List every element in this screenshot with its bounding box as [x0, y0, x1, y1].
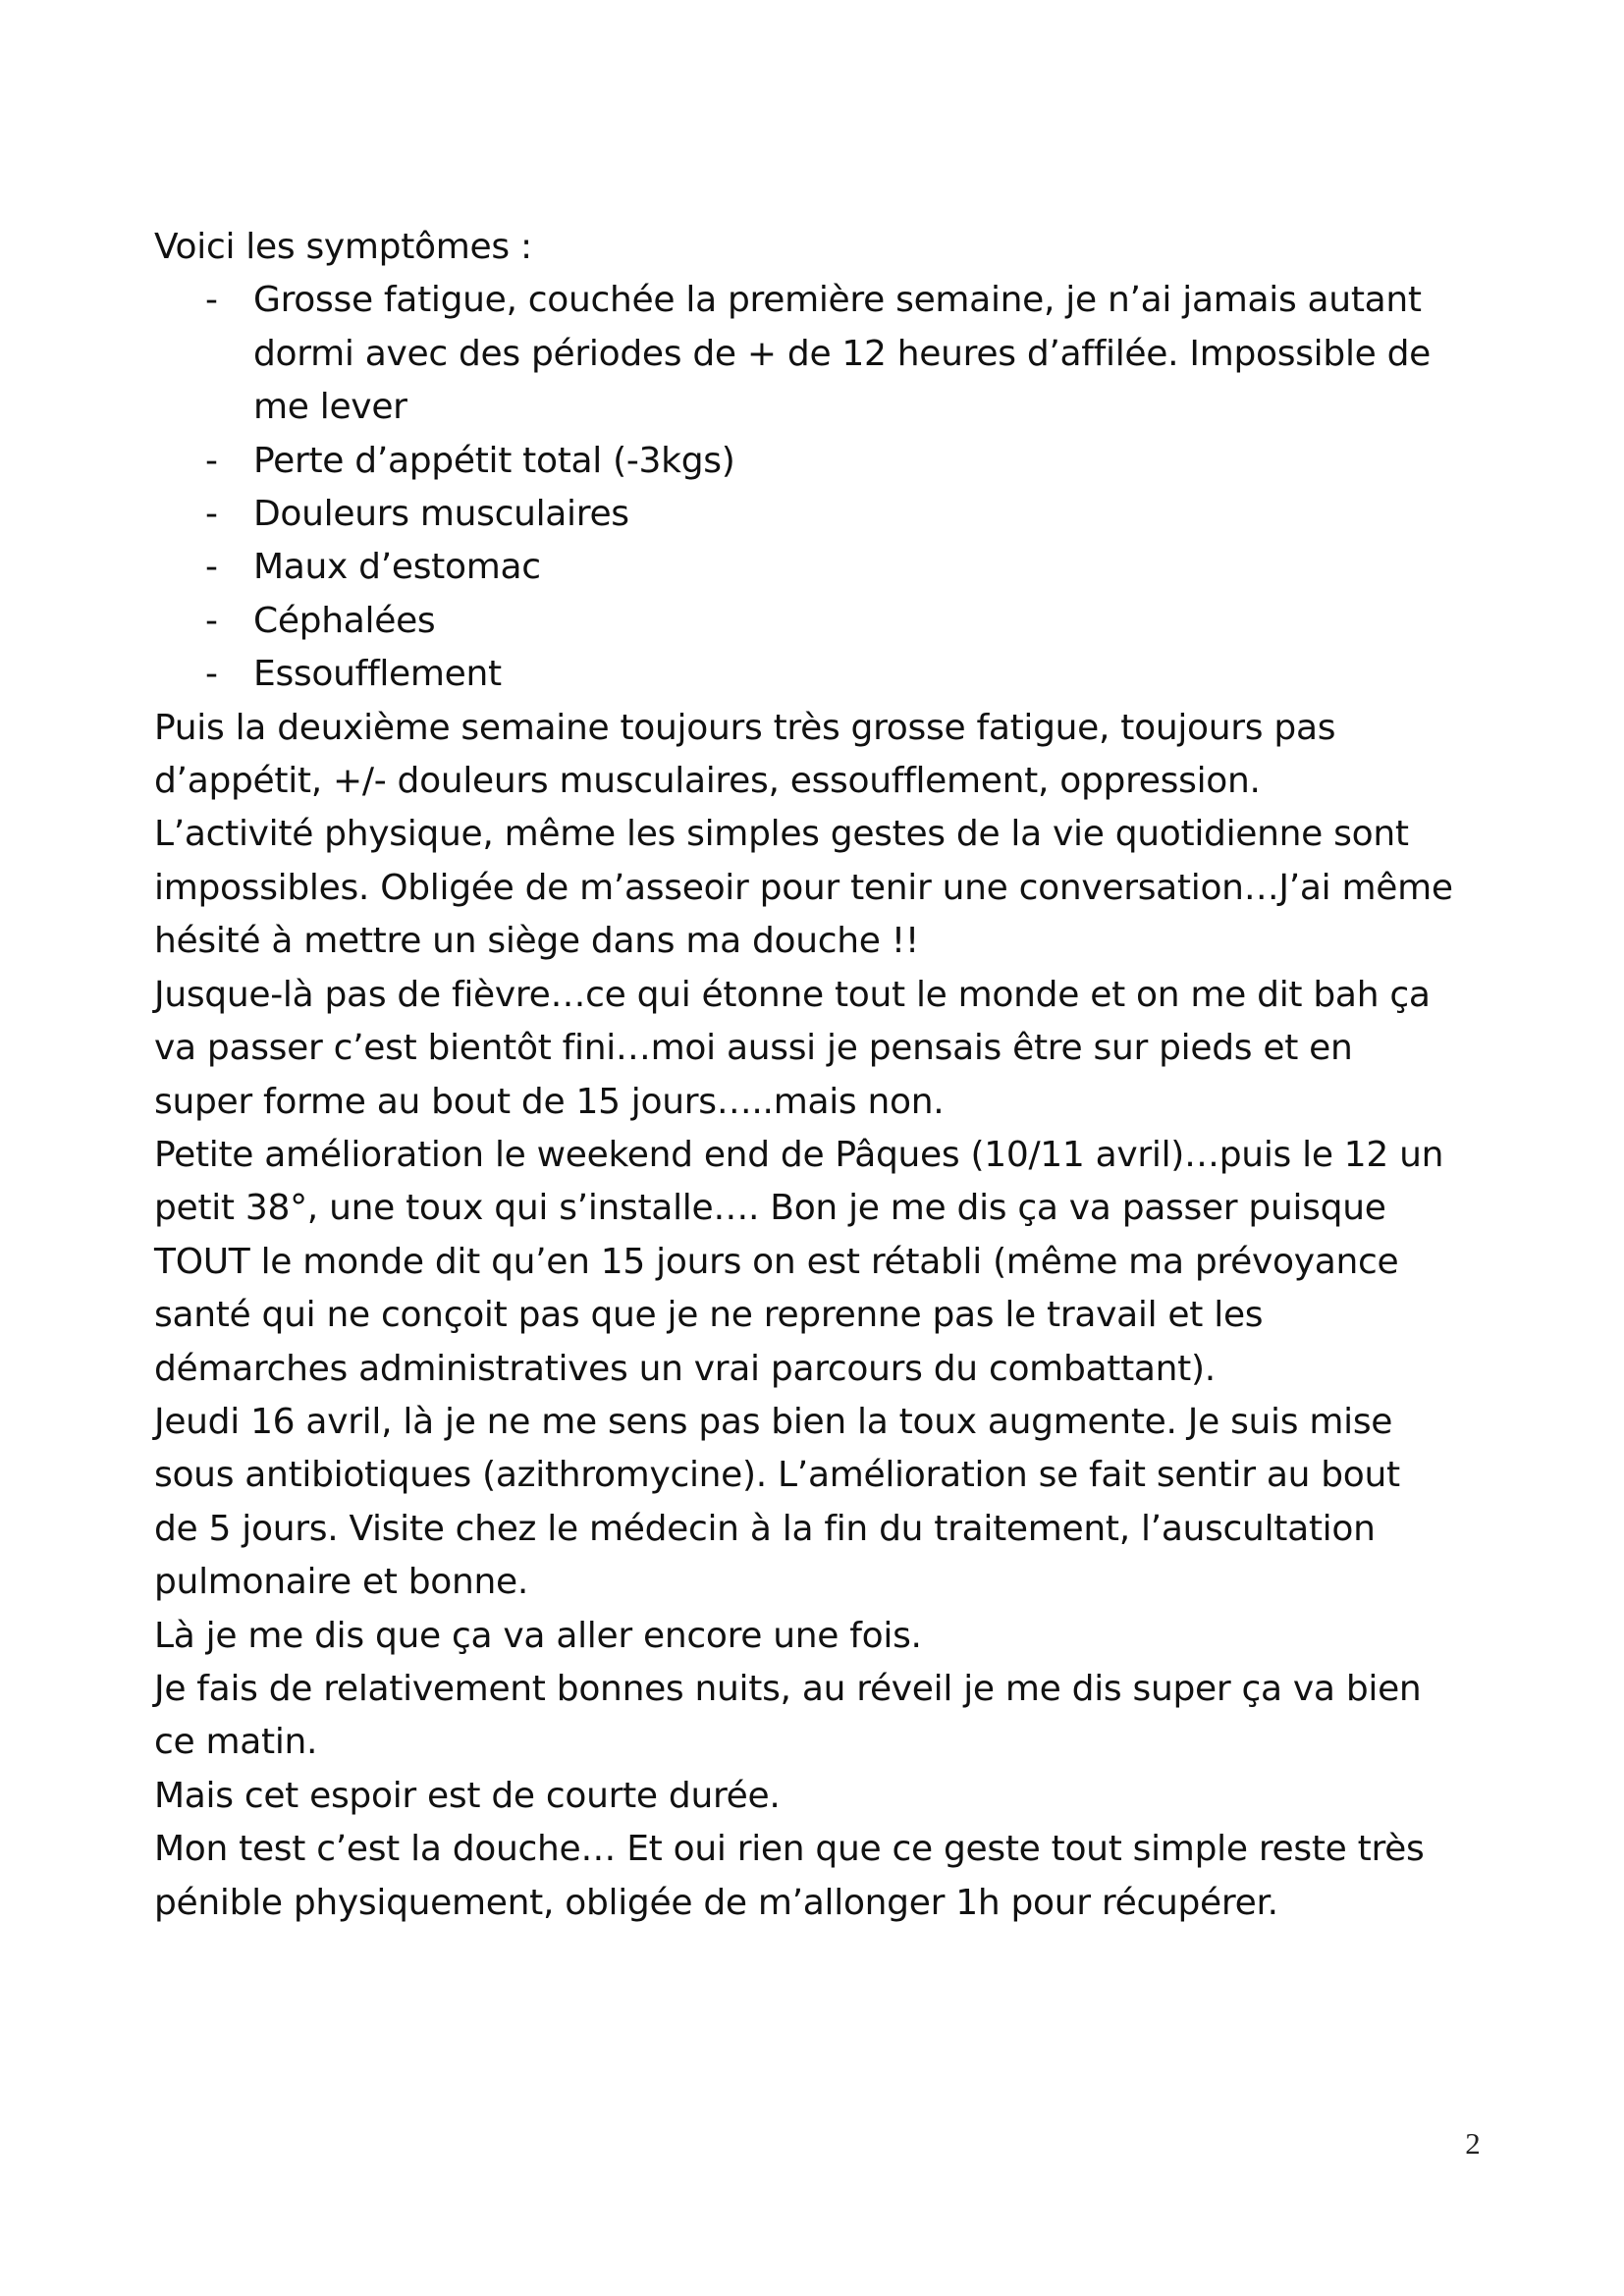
paragraph-short-hope: [154, 1770, 1529, 1823]
symptom-list: [154, 274, 1529, 701]
list-dash: -: [205, 494, 218, 535]
paragraph-line: de 5 jours. Visite chez le médecin à la fin du traitement, l’auscultation: [154, 1508, 1376, 1549]
list-dash: -: [205, 440, 218, 481]
paragraph-line: santé qui ne conçoit pas que je ne reprenne pas le travail et les: [154, 1295, 1264, 1336]
symptom-line: Douleurs musculaires: [253, 494, 629, 535]
paragraph-line: Mais cet espoir est de courte durée.: [154, 1775, 781, 1816]
paragraph-line: petit 38°, une toux qui s’installe…. Bon je me dis ça va passer puisque: [154, 1188, 1386, 1229]
paragraph-line: ce matin.: [154, 1722, 318, 1763]
paragraph-line: Je fais de relativement bonnes nuits, au réveil je me dis super ça va bien: [154, 1668, 1422, 1709]
symptom-line: dormi avec des périodes de + de 12 heures d’affilée. Impossible de: [253, 333, 1432, 374]
symptom-line: Perte d’appétit total (-3kgs): [253, 440, 735, 481]
document-body: [154, 221, 1529, 1930]
paragraph-line: Mon test c’est la douche… Et oui rien que ce geste tout simple reste très: [154, 1829, 1425, 1870]
paragraph-second-week: [154, 702, 1529, 809]
symptom-line: Maux d’estomac: [253, 547, 541, 588]
paragraph-hope: [154, 1610, 1529, 1663]
paragraph-line: pulmonaire et bonne.: [154, 1562, 529, 1603]
paragraph-line: L’activité physique, même les simples gestes de la vie quotidienne sont: [154, 814, 1409, 855]
paragraph-line: sous antibiotiques (azithromycine). L’amélioration se fait sentir au bout: [154, 1455, 1400, 1496]
page-number: 2: [1465, 2126, 1481, 2161]
paragraph-physical-activity: [154, 808, 1529, 968]
paragraph-nights: [154, 1663, 1529, 1770]
symptom-line: Essoufflement: [253, 654, 502, 695]
paragraph-line: Jusque-là pas de fièvre…ce qui étonne tout le monde et on me dit bah ça: [154, 974, 1431, 1015]
symptom-item: [154, 435, 1529, 488]
symptom-line: Grosse fatigue, couchée la première semaine, je n’ai jamais autant: [253, 280, 1422, 321]
symptom-item: [154, 488, 1529, 541]
paragraph-line: démarches administratives un vrai parcours du combattant).: [154, 1348, 1216, 1389]
paragraph-line: va passer c’est bientôt fini…moi aussi je pensais être sur pieds et en: [154, 1028, 1353, 1069]
paragraph-antibiotics: [154, 1396, 1529, 1610]
paragraph-line: hésité à mettre un siège dans ma douche !!: [154, 921, 920, 962]
paragraph-line: d’appétit, +/- douleurs musculaires, essoufflement, oppression.: [154, 761, 1261, 802]
paragraph-line: Puis la deuxième semaine toujours très grosse fatigue, toujours pas: [154, 707, 1336, 748]
symptom-item: [154, 648, 1529, 701]
paragraph-line: TOUT le monde dit qu’en 15 jours on est rétabli (même ma prévoyance: [154, 1241, 1399, 1282]
list-dash: -: [205, 547, 218, 588]
paragraph-no-fever: [154, 969, 1529, 1129]
paragraph-line: impossibles. Obligée de m’asseoir pour tenir une conversation…J’ai même: [154, 867, 1453, 908]
symptom-item: [154, 541, 1529, 594]
list-dash: -: [205, 280, 218, 321]
list-dash: -: [205, 654, 218, 695]
paragraph-line: Là je me dis que ça va aller encore une fois.: [154, 1615, 922, 1656]
symptom-line: me lever: [253, 387, 407, 428]
paragraph-shower-test: [154, 1823, 1529, 1930]
intro-line: Voici les symptômes :: [154, 227, 532, 267]
list-dash: -: [205, 600, 218, 641]
paragraph-line: super forme au bout de 15 jours…..mais non.: [154, 1081, 945, 1122]
paragraph-line: Jeudi 16 avril, là je ne me sens pas bien la toux augmente. Je suis mise: [154, 1401, 1393, 1442]
symptom-item: [154, 595, 1529, 648]
symptom-line: Céphalées: [253, 600, 436, 641]
symptom-item: [154, 274, 1529, 434]
paragraph-line: Petite amélioration le weekend end de Pâques (10/11 avril)…puis le 12 un: [154, 1134, 1444, 1175]
paragraph-line: pénible physiquement, obligée de m’allonger 1h pour récupérer.: [154, 1882, 1278, 1923]
paragraph-easter: [154, 1129, 1529, 1396]
